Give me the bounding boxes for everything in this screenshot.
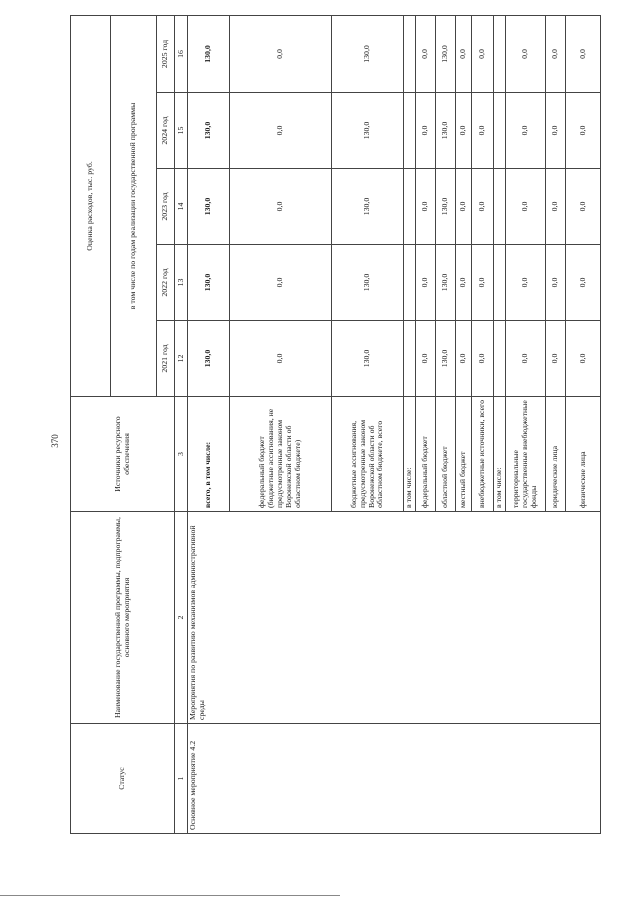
value-cell	[404, 15, 416, 92]
source-cell: областной бюджет	[436, 397, 456, 512]
col-number: 13	[175, 245, 188, 321]
value-cell: 130,0	[332, 15, 404, 92]
header-by-years: в том числе по годам реализации государственной программы	[111, 15, 157, 396]
rotated-table-area	[70, 16, 596, 834]
value-cell: 130,0	[332, 169, 404, 245]
source-cell: федеральный бюджет	[416, 397, 436, 512]
value-cell: 0,0	[416, 245, 436, 321]
value-cell: 0,0	[472, 321, 494, 397]
col-number: 14	[175, 169, 188, 245]
expenditure-table	[70, 15, 601, 834]
value-cell	[494, 245, 506, 321]
value-cell: 0,0	[506, 321, 546, 397]
value-cell	[404, 169, 416, 245]
value-cell: 0,0	[472, 15, 494, 92]
value-cell: 0,0	[230, 169, 332, 245]
value-cell: 0,0	[456, 15, 472, 92]
value-cell	[404, 321, 416, 397]
value-cell: 0,0	[456, 93, 472, 169]
source-cell: федеральный бюджет (бюджетные ассигнования, не предусмотренные законом Воронежской области об областном бюджете)	[230, 397, 332, 512]
value-cell: 0,0	[416, 15, 436, 92]
value-cell: 130,0	[436, 245, 456, 321]
table-body	[188, 15, 601, 833]
value-cell: 0,0	[230, 321, 332, 397]
value-cell: 130,0	[188, 93, 230, 169]
value-cell: 0,0	[546, 169, 566, 245]
value-cell: 0,0	[506, 15, 546, 92]
header-year: 2022 год	[157, 245, 175, 321]
table-row	[188, 15, 230, 833]
value-cell: 130,0	[332, 321, 404, 397]
value-cell: 130,0	[188, 15, 230, 92]
value-cell: 0,0	[456, 245, 472, 321]
col-number: 16	[175, 15, 188, 92]
value-cell: 0,0	[566, 321, 601, 397]
header-name: Наименование государственной программы, подпрограммы, основного мероприятия	[71, 512, 175, 724]
value-cell: 0,0	[546, 245, 566, 321]
value-cell: 0,0	[566, 169, 601, 245]
column-number-row	[175, 15, 188, 833]
source-cell: в том числе:	[404, 397, 416, 512]
value-cell	[494, 93, 506, 169]
value-cell: 0,0	[230, 245, 332, 321]
source-cell: в том числе:	[494, 397, 506, 512]
value-cell: 0,0	[506, 93, 546, 169]
value-cell: 0,0	[546, 321, 566, 397]
source-cell: всего, в том числе:	[188, 397, 230, 512]
value-cell: 0,0	[566, 93, 601, 169]
value-cell: 0,0	[472, 169, 494, 245]
source-cell: бюджетные ассигнования, предусмотренные законом Воронежской области об областном бюджете, всего	[332, 397, 404, 512]
source-cell: физические лица	[566, 397, 601, 512]
source-cell: юридические лица	[546, 397, 566, 512]
value-cell: 0,0	[416, 169, 436, 245]
value-cell: 0,0	[456, 321, 472, 397]
value-cell: 130,0	[436, 321, 456, 397]
value-cell: 0,0	[416, 93, 436, 169]
value-cell	[404, 245, 416, 321]
value-cell	[494, 321, 506, 397]
value-cell: 130,0	[436, 93, 456, 169]
value-cell: 0,0	[472, 93, 494, 169]
value-cell: 0,0	[456, 169, 472, 245]
rotated-table-wrapper	[70, 16, 596, 834]
header-year: 2021 год	[157, 321, 175, 397]
source-cell: территориальные государственные внебюджетные фонды	[506, 397, 546, 512]
col-number: 15	[175, 93, 188, 169]
value-cell: 0,0	[416, 321, 436, 397]
value-cell: 0,0	[566, 245, 601, 321]
value-cell: 0,0	[546, 15, 566, 92]
source-cell: внебюджетные источники, всего	[472, 397, 494, 512]
col-number: 3	[175, 397, 188, 512]
col-number: 2	[175, 512, 188, 724]
value-cell	[494, 15, 506, 92]
value-cell: 0,0	[506, 169, 546, 245]
header-status: Статус	[71, 724, 175, 834]
page-number: 370	[50, 434, 60, 448]
value-cell: 0,0	[230, 93, 332, 169]
value-cell: 130,0	[188, 245, 230, 321]
value-cell: 0,0	[546, 93, 566, 169]
header-source: Источники ресурсного обеспечения	[71, 397, 175, 512]
value-cell: 0,0	[566, 15, 601, 92]
value-cell	[404, 93, 416, 169]
value-cell	[494, 169, 506, 245]
header-year: 2025 год	[157, 15, 175, 92]
header-year: 2023 год	[157, 169, 175, 245]
value-cell: 130,0	[332, 93, 404, 169]
value-cell: 130,0	[188, 321, 230, 397]
value-cell: 130,0	[188, 169, 230, 245]
col-number: 12	[175, 321, 188, 397]
value-cell: 130,0	[436, 15, 456, 92]
value-cell: 0,0	[472, 245, 494, 321]
header-estimate: Оценка расходов, тыс. руб.	[71, 15, 111, 396]
value-cell: 0,0	[506, 245, 546, 321]
status-cell: Основное мероприятие 4.2	[188, 724, 601, 834]
source-cell: местный бюджет	[456, 397, 472, 512]
value-cell: 130,0	[332, 245, 404, 321]
value-cell: 0,0	[230, 15, 332, 92]
header-year: 2024 год	[157, 93, 175, 169]
measure-name-cell: Мероприятия по развитию механизмов административной среды	[188, 512, 601, 724]
col-number: 1	[175, 724, 188, 834]
footer-rule	[0, 895, 340, 896]
value-cell: 130,0	[436, 169, 456, 245]
